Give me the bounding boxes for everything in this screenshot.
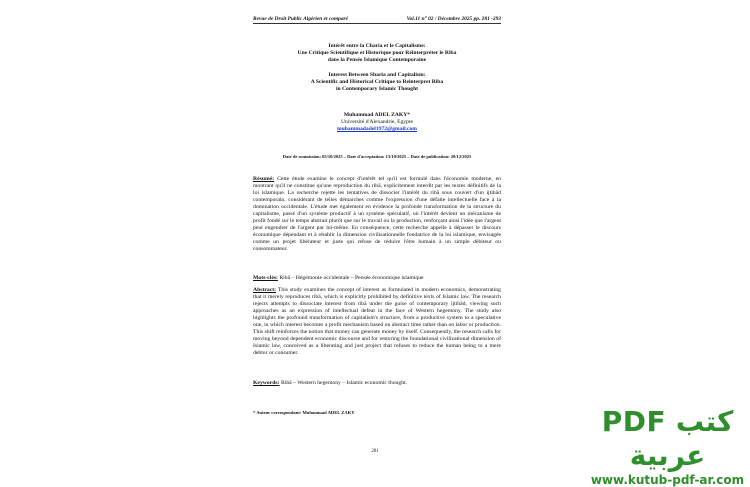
title-english [250,72,504,93]
abstract-fr-label: Résumé: [253,176,275,182]
site-watermark [590,405,745,487]
author-email-link[interactable]: muhammadadel1972@gmail.com [337,126,417,132]
title-en-line3: in Contemporary Islamic Thought [335,86,419,92]
title-fr-line1: Intérêt entre la Charia et le Capitalisme: [328,43,426,49]
watermark-url: www.kutub-pdf-ar.com [590,473,745,487]
keywords-fr-label: Mots-clés: [253,275,278,281]
keywords-english [253,380,501,387]
journal-name: Revue de Droit Public Algérien et comparé [253,16,349,22]
title-fr-line2: Une Critique Scientifique et Historique pour Réinterpréter le Riba [297,50,457,56]
author-name: Muhammad ADEL ZAKY* [343,112,411,118]
author-block [250,112,504,133]
title-en-line1: Interest Between Sharia and Capitalism: [328,72,426,78]
watermark-title: كتب PDF عربية [601,405,734,472]
submission-dates: Date de soumission: 05/10/2025 – Date d'acceptation: 13/10/2025 – Date de publication: 20/12/2025 [282,154,472,159]
title-fr-line3: dans la Pensée Islamique Contemporaine [327,57,427,63]
page-number: 281 [371,449,379,454]
keywords-en-label: Keywords: [253,380,280,386]
corresponding-author-footnote: * Auteur correspondant: Muhammad ADEL ZAKY [253,410,355,415]
keywords-en-text: Ribā – Western hegemony – Islamic economic thought. [279,380,408,386]
abstract-english [253,287,501,357]
author-affiliation: Université d'Alexandrie, Egypte [341,119,413,125]
abstract-french [253,176,501,254]
running-header [253,16,501,24]
abstract-en-text: This study examines the concept of interest as formulated in modern economics, demonstrating that it merely reproduces ribā, which is explicitly prohibited by definitive texts of Islamic law. The research rejects attempts to dissociate interest from ribā under the guise of contemporary ijtihād, viewing such approaches as an expression of intellectual defeat in the face of Western hegemony. The study also highlights the profound transformation of capitalism's structure, from a productive system to a speculative one, in which interest becomes a profit mechanism based on abstract time rather than on labor or production. This shift reinforces the notion that money can generate money by itself. Consequently, the research calls for moving beyond dependent economic discourse and for restoring the foundational civilizational dimension of Islamic law, conceived as a liberating and just project that refuses to reduce the human being to a mere debtor or consumer. [253,287,501,357]
title-en-line2: A Scientific and Historical Critique to Reinterpret Riba [310,79,444,85]
volume-info: Vol.11 n° 02 / Décembre 2025 pp. 281 -293 [406,16,501,22]
keywords-fr-text: Ribā – Hégémonie occidentale – Pensée économique islamique [277,275,424,281]
keywords-french [253,275,501,282]
abstract-fr-text: Cette étude examine le concept d'intérêt tel qu'il est formulé dans l'économie moderne, en montrant qu'il ne constitue qu'une reproduction du ribā, explicitement interdit par les textes définitifs de la loi islamique. La recherche rejette les tentatives de dissocier l'intérêt du ribā sous couvert d'un ijtihād contemporain, considérant de telles démarches comme l'expression d'une défaite intellectuelle face à la domination occidentale. L'étude met également en évidence la profonde transformation de la structure du capitalisme, passé d'un système productif à un système spéculatif, où l'intérêt devient un mécanisme de profit fondé sur le temps abstrait plutôt que sur le travail ou la production, renforçant ainsi l'idée que l'argent peut engendrer de l'argent par lui-même. En conséquence, cette recherche appelle à dépasser le discours économique dépendant et à rétablir la dimension civilisationnelle fondatrice de la loi islamique, envisagée comme un projet libérateur et juste qui refuse de réduire l'être humain à un simple débiteur ou consommateur. [253,176,501,253]
abstract-en-label: Abstract: [253,287,277,293]
title-french [250,43,504,64]
